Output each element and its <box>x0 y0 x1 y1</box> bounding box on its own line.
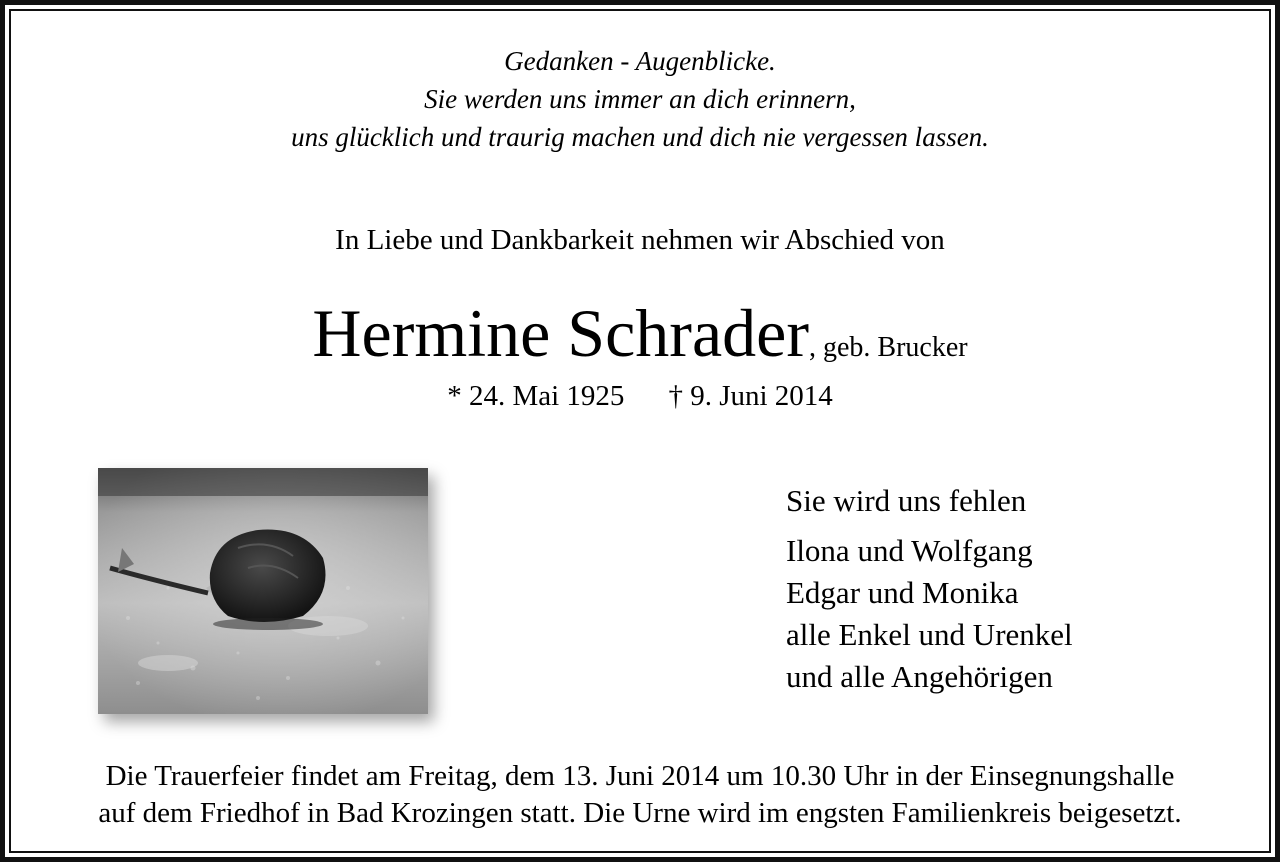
deceased-name: Hermine Schrader <box>312 295 809 371</box>
mourner-line: und alle Angehörigen <box>786 659 1053 694</box>
memorial-poem <box>0 42 1280 156</box>
mourner-line: Edgar und Monika <box>786 575 1019 610</box>
birth-name: , geb. Brucker <box>808 332 968 363</box>
birth-date: * 24. Mai 1925 <box>447 380 625 412</box>
poem-line-3: uns glücklich und traurig machen und dich nie vergessen lassen. <box>291 122 989 152</box>
farewell-intro: In Liebe und Dankbarkeit nehmen wir Abschied von <box>335 224 945 256</box>
death-date: † 9. Juni 2014 <box>668 380 833 412</box>
poem-line-1: Gedanken - Augenblicke. <box>504 46 776 76</box>
deceased-name-line <box>0 293 1280 373</box>
poem-line-2: Sie werden uns immer an dich erinnern, <box>424 84 856 114</box>
mourners-heading: Sie wird uns fehlen <box>786 483 1027 518</box>
rose-photo <box>98 468 428 714</box>
service-line-2: auf dem Friedhof in Bad Krozingen statt. Die Urne wird im engsten Familienkreis beigesetzt. <box>98 797 1182 829</box>
mourner-line: Ilona und Wolfgang <box>786 533 1033 568</box>
funeral-service-info <box>0 758 1280 832</box>
mourner-line: alle Enkel und Urenkel <box>786 617 1073 652</box>
rose-image <box>98 468 428 714</box>
service-line-1: Die Trauerfeier findet am Freitag, dem 13. Juni 2014 um 10.30 Uhr in der Einsegnungshalle <box>105 760 1175 792</box>
life-dates <box>0 378 1280 414</box>
mourners-list <box>786 480 1073 698</box>
